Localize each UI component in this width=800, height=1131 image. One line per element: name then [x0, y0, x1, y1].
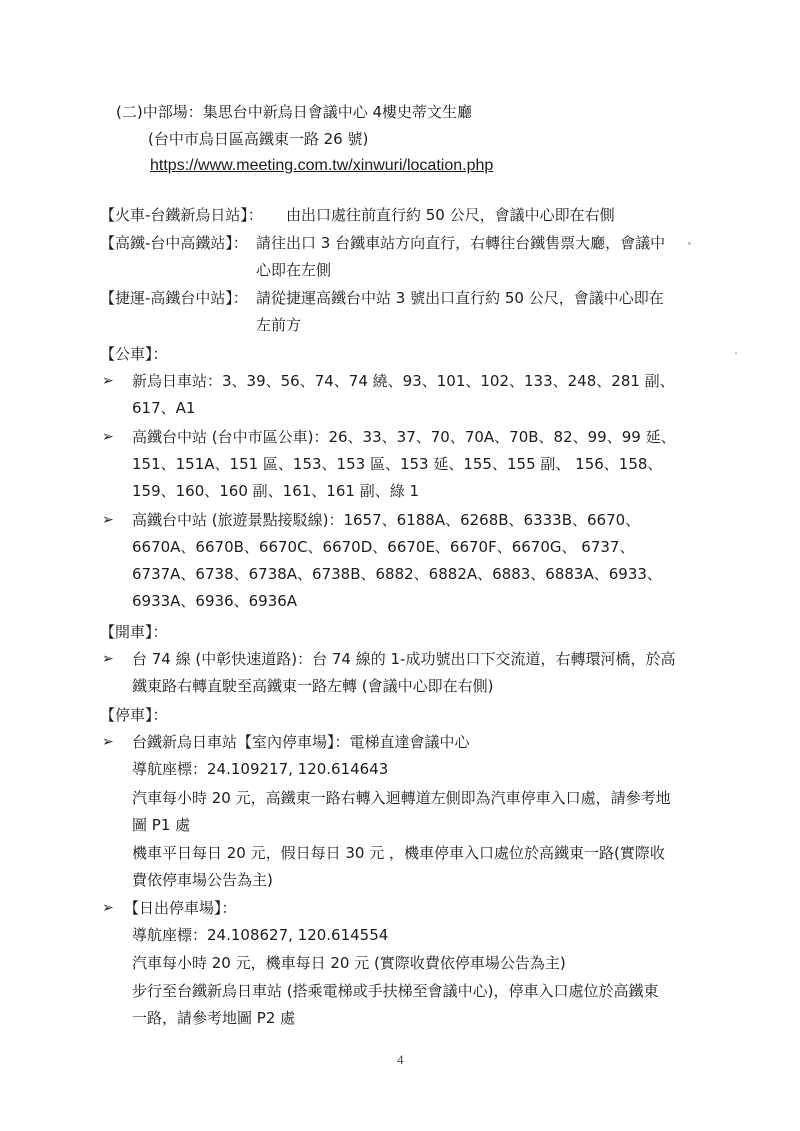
- venue-title: (二)中部場：集思台中新烏日會議中心 4樓史蒂文生廳: [116, 103, 473, 121]
- bus-item-line: 高鐵台中站 (台中市區公車)：26、33、37、70、70A、70B、82、99、99 延、: [132, 428, 676, 446]
- bus-item-line: 159、160、160 副、161、161 副、綠 1: [132, 482, 420, 500]
- bullet-icon: ➢: [102, 651, 114, 667]
- bullet-icon: ➢: [102, 734, 114, 750]
- venue-address: (台中市烏日區高鐵東一路 26 號): [148, 130, 369, 148]
- bus-heading: 【公車】：: [100, 345, 168, 363]
- hsr-directions-line: 心即在左側: [256, 261, 332, 279]
- parking-lot2-walk-line: 一路，請參考地圖 P2 處: [132, 1009, 296, 1027]
- parking-lot2-fees: 汽車每小時 20 元，機車每日 20 元 (實際收費依停車場公告為主): [132, 954, 566, 972]
- bus-item-line: 6737A、6738、6738A、6738B、6882、6882A、6883、6883A、6933、: [132, 565, 662, 583]
- hsr-label: 【高鐵-台中高鐵站】：: [100, 234, 248, 252]
- scan-speck: [735, 352, 737, 354]
- bus-item-line: 新烏日車站：3、39、56、74、74 繞、93、101、102、133、248、281 副、: [132, 372, 675, 390]
- parking-lot1-moto-line: 費依停車場公告為主): [132, 871, 273, 889]
- mrt-directions-line: 請從捷運高鐵台中站 3 號出口直行約 50 公尺，會議中心即在: [256, 289, 664, 307]
- parking-lot1-car-line: 汽車每小時 20 元，高鐵東一路右轉入迴轉道左側即為汽車停車入口處，請參考地: [132, 789, 671, 807]
- bus-item-line: 617、A1: [132, 399, 196, 417]
- venue-url-link[interactable]: https://www.meeting.com.tw/xinwuri/location.php: [150, 157, 494, 174]
- parking-lot2-title: 【日出停車場】：: [124, 899, 237, 917]
- bullet-icon: ➢: [102, 900, 114, 916]
- parking-lot1-moto-line: 機車平日每日 20 元，假日每日 30 元 ，機車停車入口處位於高鐵東一路(實際收: [132, 844, 665, 862]
- parking-heading: 【停車】：: [100, 706, 168, 724]
- page-number: 4: [397, 1052, 404, 1067]
- parking-lot1-coords: 導航座標：24.109217, 120.614643: [132, 760, 389, 778]
- bullet-icon: ➢: [102, 512, 114, 528]
- scan-speck: [688, 242, 691, 245]
- bus-item-line: 6933A、6936、6936A: [132, 592, 298, 610]
- drive-directions-line: 鐵東路右轉直駛至高鐵東一路左轉 (會議中心即在右側): [132, 677, 494, 695]
- parking-lot1-car-line: 圖 P1 處: [132, 816, 191, 834]
- bus-item-line: 6670A、6670B、6670C、6670D、6670E、6670F、6670G、 6737、: [132, 538, 635, 556]
- parking-lot2-coords: 導航座標：24.108627, 120.614554: [132, 926, 389, 944]
- parking-lot1-title: 台鐵新烏日車站【室內停車場】：電梯直達會議中心: [132, 733, 470, 751]
- parking-lot2-walk-line: 步行至台鐵新烏日車站 (搭乘電梯或手扶梯至會議中心)，停車入口處位於高鐵東: [132, 982, 659, 1000]
- bus-item-line: 高鐵台中站 (旅遊景點接駁線)：1657、6188A、6268B、6333B、6670、: [132, 511, 641, 529]
- tra-label: 【火車-台鐵新烏日站】：: [100, 206, 263, 224]
- drive-directions-line: 台 74 線 (中彰快速道路)：台 74 線的 1-成功號出口下交流道，右轉環河橋，於高: [132, 650, 676, 668]
- tra-directions: 由出口處往前直行約 50 公尺，會議中心即在右側: [286, 206, 615, 224]
- drive-heading: 【開車】：: [100, 623, 168, 641]
- bus-item-line: 151、151A、151 區、153、153 區、153 延、155、155 副、 156、158、: [132, 455, 663, 473]
- mrt-label: 【捷運-高鐵台中站】：: [100, 289, 248, 307]
- bullet-icon: ➢: [102, 373, 114, 389]
- hsr-directions-line: 請往出口 3 台鐵車站方向直行，右轉往台鐵售票大廳，會議中: [256, 234, 666, 252]
- mrt-directions-line: 左前方: [256, 316, 302, 334]
- bullet-icon: ➢: [102, 429, 114, 445]
